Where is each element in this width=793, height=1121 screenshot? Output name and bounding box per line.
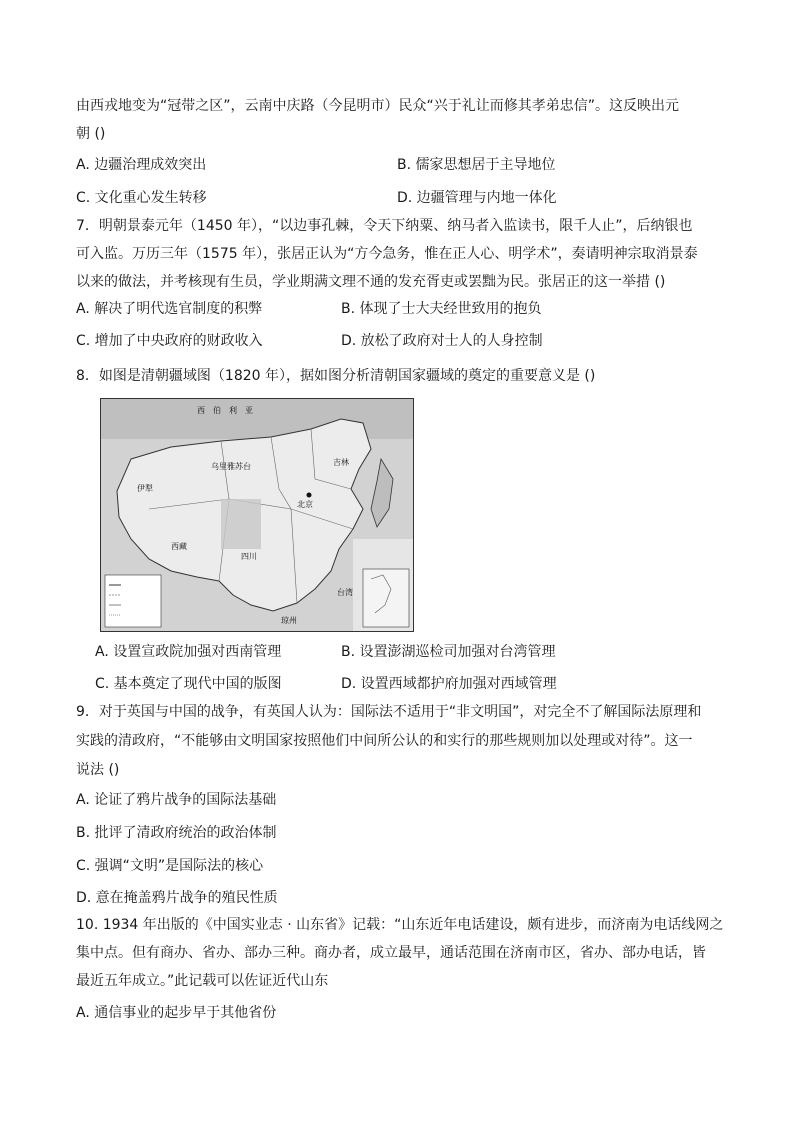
q9-option-b[interactable]: B. 批评了清政府统治的政治体制	[76, 825, 277, 841]
q8-option-d[interactable]: D. 设置西域都护府加强对西域管理	[341, 676, 557, 692]
q9-stem-line3: 说法 ()	[76, 762, 120, 778]
map-label-beijing: 北京	[297, 500, 313, 509]
q6-option-b[interactable]: B. 儒家思想居于主导地位	[397, 157, 556, 173]
map-graphic	[101, 399, 413, 631]
q9-stem-line2: 实践的清政府，“不能够由文明国家按照他们中间所公认的和实行的那些规则加以处理或对待”。这一	[76, 733, 693, 749]
map-label-ili: 伊犁	[137, 484, 153, 493]
q8-option-a[interactable]: A. 设置宣政院加强对西南管理	[95, 644, 282, 660]
q9-option-a[interactable]: A. 论证了鸦片战争的国际法基础	[76, 792, 277, 808]
q7-option-a[interactable]: A. 解决了明代选官制度的积弊	[76, 301, 263, 317]
map-label-siberia: 西 伯 利 亚	[197, 406, 253, 415]
q7-stem-line3: 以来的做法，并考核现有生员，学业期满文理不通的发充胥吏或罢黜为民。张居正的这一举措 ()	[76, 274, 666, 290]
q10-option-a[interactable]: A. 通信事业的起步早于其他省份	[76, 1005, 277, 1021]
map-label-tibet: 西藏	[171, 542, 187, 551]
q6-option-a[interactable]: A. 边疆治理成效突出	[76, 157, 207, 173]
q6-option-d[interactable]: D. 边疆管理与内地一体化	[397, 190, 557, 206]
qing-territory-map	[100, 398, 414, 632]
q7-option-d[interactable]: D. 放松了政府对士人的人身控制	[341, 333, 543, 349]
q7-option-b[interactable]: B. 体现了士大夫经世致用的抱负	[341, 301, 542, 317]
q8-option-c[interactable]: C. 基本奠定了现代中国的版图	[95, 676, 282, 692]
q8-option-b[interactable]: B. 设置澎湖巡检司加强对台湾管理	[341, 644, 556, 660]
q7-stem-line1: 7．明朝景泰元年（1450 年），“以边事孔棘，令天下纳粟、纳马者入监读书，限千人止”，后纳银也	[76, 218, 693, 234]
q10-stem-line2: 集中点。但有商办、省办、部办三种。商办者，成立最早，通话范围在济南市区，省办、部办电话，皆	[76, 945, 706, 961]
q9-option-c[interactable]: C. 强调“文明”是国际法的核心	[76, 858, 264, 874]
q7-option-c[interactable]: C. 增加了中央政府的财政收入	[76, 333, 263, 349]
map-label-hainan: 琼州	[281, 616, 297, 625]
q6-stem-line2: 朝 ()	[76, 126, 106, 142]
q6-option-c[interactable]: C. 文化重心发生转移	[76, 190, 207, 206]
q10-stem-line1: 10. 1934 年出版的《中国实业志 · 山东省》记载：“山东近年电话建设，颇有进步，而济南为电话线网之	[76, 917, 724, 933]
q10-stem-line3: 最近五年成立。”此记载可以佐证近代山东	[76, 973, 329, 989]
q7-stem-line2: 可入监。万历三年（1575 年），张居正认为“方今急务，惟在正人心、明学术”，奏请明神宗取消景泰	[76, 246, 698, 262]
map-label-jilin: 吉林	[333, 458, 349, 467]
q6-stem-line1: 由西戎地变为“冠带之区”，云南中庆路（今昆明市）民众“兴于礼让而修其孝弟忠信”。这反映出元	[76, 98, 680, 114]
q9-stem-line1: 9．对于英国与中国的战争，有英国人认为：国际法不适用于“非文明国”，对完全不了解国际法原理和	[76, 704, 702, 720]
q9-option-d[interactable]: D. 意在掩盖鸦片战争的殖民性质	[76, 890, 278, 906]
map-label-taiwan: 台湾	[337, 588, 353, 597]
map-label-uliastai: 乌里雅苏台	[211, 462, 251, 471]
q8-stem-line1: 8．如图是清朝疆域图（1820 年），据如图分析清朝国家疆域的奠定的重要意义是 ()	[76, 368, 596, 384]
map-label-sichuan: 四川	[241, 552, 257, 561]
